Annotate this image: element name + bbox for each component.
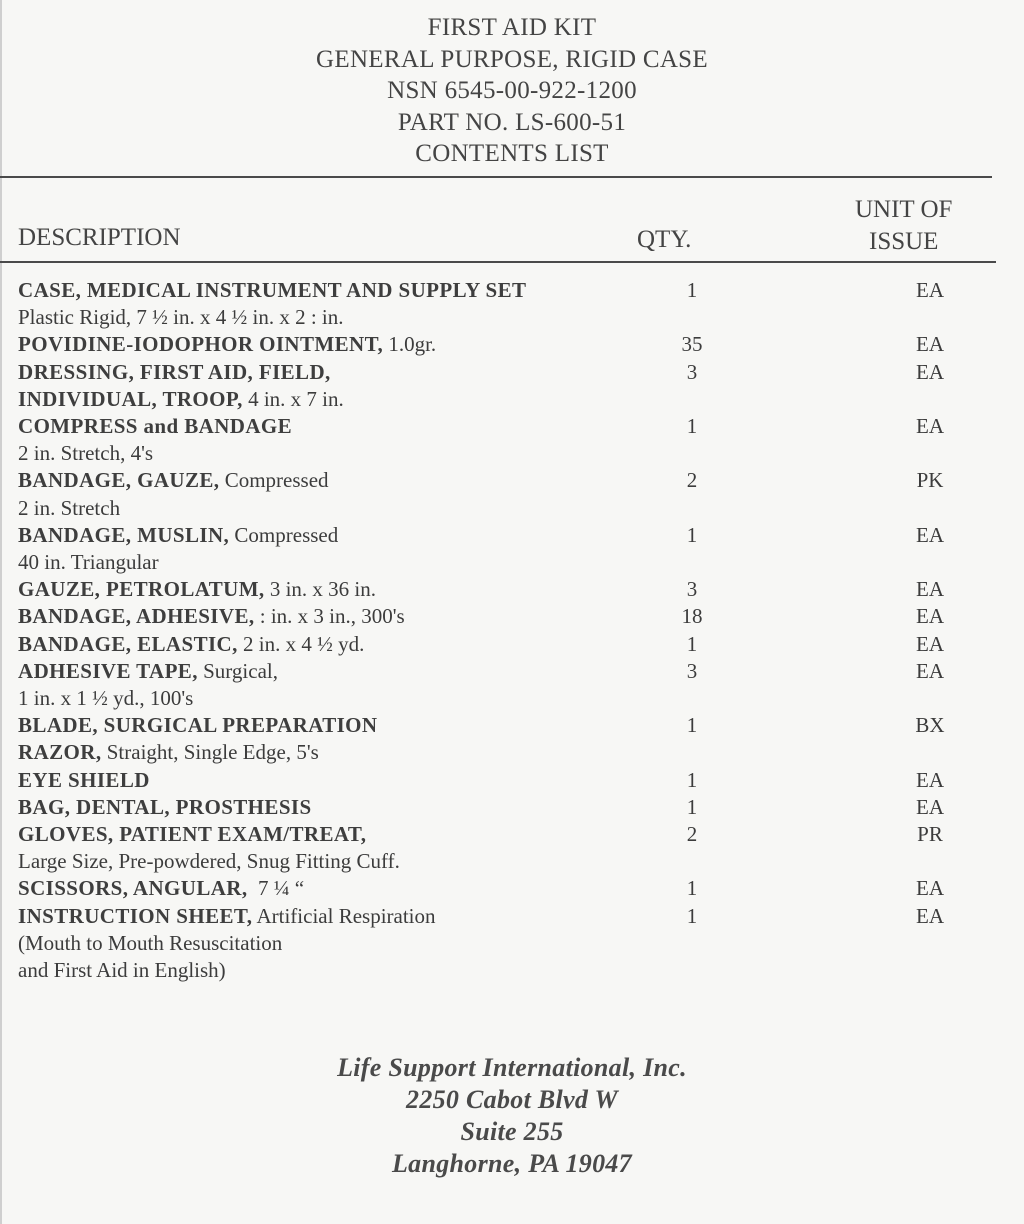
item-detail: Compressed: [219, 468, 329, 493]
table-row: [0, 439, 1024, 467]
item-name: GLOVES, PATIENT EXAM/TREAT,: [18, 822, 367, 846]
item-detail: Surgical,: [197, 658, 278, 683]
suite-number: Suite 255: [460, 1117, 564, 1146]
item-name: CASE, MEDICAL INSTRUMENT AND SUPPLY SET: [18, 278, 527, 302]
item-detail: 1 in. x 1 ½ yd., 100's: [18, 686, 194, 710]
company-name: Life Support International, Inc.: [337, 1053, 687, 1082]
item-description: [18, 330, 436, 358]
table-row: [0, 630, 1024, 658]
item-unit: EA: [916, 903, 944, 928]
item-description: [18, 902, 436, 930]
item-name: INDIVIDUAL, TROOP,: [18, 386, 243, 411]
item-description: [18, 766, 150, 794]
item-name: BANDAGE, ADHESIVE,: [18, 604, 255, 629]
item-name: ADHESIVE TAPE,: [18, 658, 198, 683]
item-description: [18, 630, 364, 658]
item-description: [18, 494, 120, 522]
description-column-header: DESCRIPTION: [18, 224, 181, 251]
item-description: [18, 793, 312, 821]
item-description: [18, 929, 282, 957]
item-description: [18, 439, 153, 467]
table-row: [0, 412, 1024, 440]
nsn-number: NSN 6545-00-922-1200: [387, 77, 637, 104]
item-description: [18, 358, 331, 386]
item-description: [18, 847, 400, 875]
table-row: [0, 684, 1024, 712]
table-row: [0, 575, 1024, 603]
item-description: [18, 276, 526, 304]
item-description: [18, 602, 405, 630]
item-description: [18, 874, 304, 902]
item-unit: EA: [916, 332, 944, 357]
table-row: [0, 956, 1024, 984]
kit-subtitle: GENERAL PURPOSE, RIGID CASE: [316, 45, 708, 73]
item-qty: 1: [686, 713, 698, 738]
item-unit: BX: [915, 713, 945, 738]
item-detail: Straight, Single Edge, 5's: [101, 740, 319, 765]
item-detail: 2 in. Stretch: [18, 495, 121, 520]
item-name: EYE SHIELD: [18, 767, 150, 792]
item-qty: 3: [686, 359, 698, 384]
item-unit: EA: [916, 604, 944, 629]
item-unit: EA: [916, 876, 944, 901]
item-detail: Plastic Rigid, 7 ½ in. x 4 ½ in. x 2 : in.: [18, 305, 344, 330]
item-name: BANDAGE, MUSLIN,: [18, 522, 230, 547]
unit-header-line-2: ISSUE: [869, 228, 939, 255]
item-detail: Compressed: [229, 522, 339, 547]
item-qty: 3: [686, 658, 698, 683]
item-name: POVIDINE-IODOPHOR OINTMENT,: [18, 332, 384, 357]
item-description: [18, 521, 338, 549]
table-row: [0, 330, 1024, 358]
item-name: BLADE, SURGICAL PREPARATION: [18, 713, 378, 738]
item-unit: EA: [916, 767, 944, 792]
item-name: INSTRUCTION SHEET,: [18, 903, 253, 928]
table-row: [0, 521, 1024, 549]
item-description: [18, 738, 319, 766]
item-detail: 2 in. Stretch, 4's: [18, 441, 154, 466]
item-description: [18, 466, 329, 494]
item-description: [18, 548, 159, 576]
item-unit: EA: [916, 658, 944, 683]
item-detail: and First Aid in English): [18, 958, 226, 982]
item-detail: Artificial Respiration: [252, 903, 436, 928]
item-detail: Large Size, Pre-powdered, Snug Fitting Cuff.: [18, 849, 400, 874]
table-row: [0, 602, 1024, 630]
item-detail: 1.0gr.: [383, 332, 437, 357]
item-description: [18, 711, 377, 739]
table-row: [0, 276, 1024, 304]
item-unit: EA: [916, 522, 944, 547]
item-qty: 1: [686, 414, 698, 438]
table-row: [0, 548, 1024, 576]
item-detail: 40 in. Triangular: [18, 550, 159, 574]
item-qty: 1: [686, 794, 698, 819]
item-description: [18, 956, 226, 984]
item-name: COMPRESS and BANDAGE: [18, 414, 293, 438]
item-detail: : in. x 3 in., 300's: [254, 604, 405, 629]
table-row: [0, 303, 1024, 331]
item-unit: EA: [916, 359, 944, 384]
item-unit: PK: [916, 468, 944, 493]
item-name: BANDAGE, GAUZE,: [18, 468, 220, 493]
table-row: [0, 711, 1024, 739]
table-row: [0, 847, 1024, 875]
header-divider: [0, 176, 992, 178]
item-qty: 3: [686, 577, 698, 602]
city-state-zip: Langhorne, PA 19047: [392, 1149, 632, 1178]
table-row: [0, 385, 1024, 413]
item-qty: 1: [686, 278, 698, 302]
table-row: [0, 657, 1024, 685]
item-qty: 1: [686, 876, 698, 901]
street-address: 2250 Cabot Blvd W: [406, 1085, 618, 1114]
table-row: [0, 902, 1024, 930]
table-row: [0, 874, 1024, 902]
item-name: GAUZE, PETROLATUM,: [18, 577, 265, 602]
item-qty: 1: [686, 767, 698, 792]
item-qty: 2: [686, 822, 698, 846]
table-row: [0, 738, 1024, 766]
item-unit: EA: [916, 278, 944, 302]
item-description: [18, 684, 193, 712]
item-unit: EA: [916, 794, 944, 819]
item-description: [18, 303, 344, 331]
item-name: BANDAGE, ELASTIC,: [18, 631, 238, 656]
item-description: [18, 820, 366, 848]
part-number: PART NO. LS-600-51: [397, 108, 627, 136]
item-qty: 2: [686, 468, 698, 493]
table-row: [0, 766, 1024, 794]
item-unit: EA: [916, 631, 944, 656]
document-header: [0, 12, 1024, 170]
column-header-divider: [0, 261, 996, 263]
item-detail: 4 in. x 7 in.: [242, 386, 344, 411]
item-detail: 3 in. x 36 in.: [264, 577, 376, 602]
item-name: DRESSING, FIRST AID, FIELD,: [18, 359, 331, 384]
qty-column-header: QTY.: [637, 226, 692, 253]
item-qty: 1: [686, 903, 698, 928]
item-detail: 2 in. x 4 ½ yd.: [237, 631, 365, 656]
kit-title: FIRST AID KIT: [427, 14, 597, 41]
item-unit: EA: [916, 414, 944, 438]
table-row: [0, 793, 1024, 821]
table-row: [0, 358, 1024, 386]
item-description: [18, 385, 344, 413]
item-description: [18, 575, 376, 603]
table-row: [0, 820, 1024, 848]
item-name: BAG, DENTAL, PROSTHESIS: [18, 794, 312, 819]
item-qty: 35: [681, 332, 703, 357]
item-unit: PR: [917, 822, 943, 846]
item-detail: 7 ¼ “: [247, 876, 305, 901]
table-row: [0, 494, 1024, 522]
item-name: RAZOR,: [18, 740, 102, 765]
item-description: [18, 657, 278, 685]
item-name: SCISSORS, ANGULAR,: [18, 876, 248, 901]
item-unit: EA: [916, 577, 944, 602]
item-description: [18, 412, 292, 440]
unit-header-line-1: UNIT OF: [855, 196, 953, 223]
item-detail: (Mouth to Mouth Resuscitation: [18, 930, 283, 955]
company-address: [0, 1052, 1024, 1180]
unit-of-issue-column-header: [855, 194, 952, 258]
table-row: [0, 929, 1024, 957]
table-row: [0, 466, 1024, 494]
item-qty: 1: [686, 631, 698, 656]
item-qty: 1: [686, 522, 698, 547]
item-qty: 18: [681, 604, 703, 629]
contents-list-title: CONTENTS LIST: [415, 140, 609, 167]
